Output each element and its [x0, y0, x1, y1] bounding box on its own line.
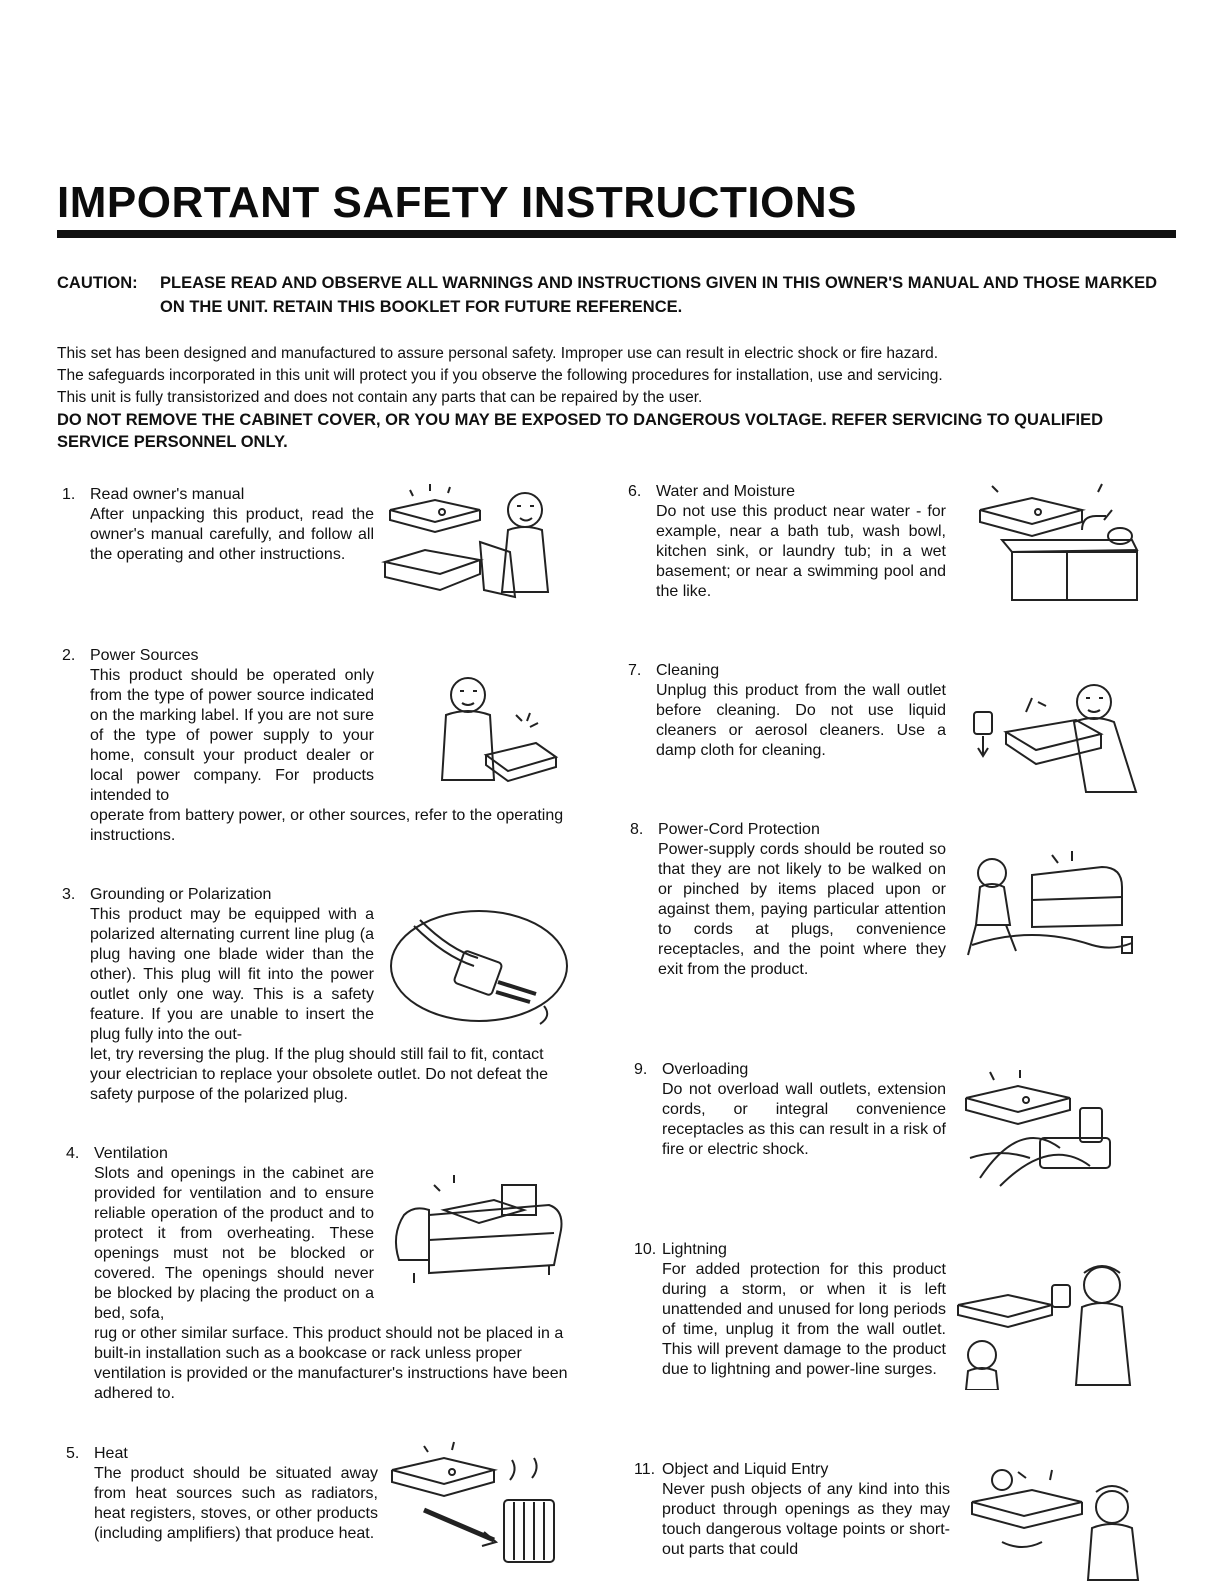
instruction-item [628, 482, 946, 602]
title-rule [57, 230, 1176, 238]
lightning-unplug-illustration [952, 1255, 1142, 1390]
item-number: 6. [628, 483, 642, 500]
item-number: 5. [66, 1445, 80, 1462]
item-heading: Overloading [662, 1061, 749, 1078]
ventilation-sofa-illustration [384, 1165, 574, 1290]
instruction-item [62, 485, 374, 565]
item-body-continued: rug or other similar surface. This product should not be placed in a built-in installation such as a bookcase or rack unless proper ventilation is provided or the manufacturer's instructions have been adhered to. [94, 1325, 568, 1402]
page-title: IMPORTANT SAFETY INSTRUCTIONS [57, 178, 857, 227]
caution-label: CAUTION: [57, 274, 138, 292]
power-cord-illustration [962, 845, 1144, 970]
item-body: Unplug this product from the wall outlet before cleaning. Do not use liquid cleaners or aerosol cleaners. Use a damp cloth for cleaning. [656, 682, 946, 759]
item-body: Do not use this product near water - for example, near a bath tub, wash bowl, kitchen sink, or laundry tub; in a wet basement; or near a swimming pool and the like. [656, 503, 946, 600]
item-body: Slots and openings in the cabinet are provided for ventilation and to ensure reliable operation of the product and to protect it from overheating. These openings must not be blocked or covered. The openings should never be blocked by placing the product on a bed, sofa, [94, 1165, 374, 1322]
instruction-item [634, 1060, 946, 1160]
cabinet-warning: DO NOT REMOVE THE CABINET COVER, OR YOU MAY BE EXPOSED TO DANGEROUS VOLTAGE. REFER SERVICING TO QUALIFIED SERVICE PERSONNEL ONLY. [57, 411, 1104, 451]
item-body: Never push objects of any kind into this product through openings as they may touch dangerous voltage points or short-out parts that could [662, 1481, 950, 1558]
item-body: Do not overload wall outlets, extension cords, or integral convenience receptacles as this can result in a risk of fire or electric shock. [662, 1081, 946, 1158]
item-number: 1. [62, 486, 76, 503]
item-number: 7. [628, 662, 642, 679]
item-heading: Power Sources [90, 647, 199, 664]
item-heading: Lightning [662, 1241, 727, 1258]
water-sink-illustration [972, 480, 1142, 605]
object-entry-illustration [962, 1462, 1142, 1582]
intro-paragraph-2: The safeguards incorporated in this unit will protect you if you observe the following procedures for installation, use and servicing. [57, 367, 943, 384]
item-body-continued: operate from battery power, or other sources, refer to the operating instructions. [90, 807, 564, 844]
power-source-illustration [426, 665, 566, 795]
item-body: Power-supply cords should be routed so that they are not likely to be walked on or pinched by items placed upon or against them, paying particular attention to cords at plugs, convenience receptacles, and the point where they exit from the product. [658, 841, 946, 978]
item-heading: Object and Liquid Entry [662, 1461, 829, 1478]
item-number: 11. [634, 1461, 656, 1478]
intro-paragraph-1: This set has been designed and manufactured to assure personal safety. Improper use can result in electric shock or fire hazard. [57, 345, 939, 362]
item-heading: Heat [94, 1445, 128, 1462]
item-number: 4. [66, 1145, 80, 1162]
cleaning-illustration [966, 672, 1142, 797]
polarized-plug-illustration [384, 906, 574, 1036]
item-body-continued: let, try reversing the plug. If the plug should still fail to fit, contact your electrician to replace your obsolete outlet. Do not defeat the safety purpose of the polarized plug. [90, 1046, 549, 1103]
item-number: 2. [62, 647, 76, 664]
overloading-outlet-illustration [960, 1068, 1142, 1193]
instruction-item [634, 1240, 946, 1380]
item-body: This product may be equipped with a polarized alternating current line plug (a plug having one blade wider than the other). This plug will fit into the power outlet only one way. This is a safety feature. If you are unable to insert the plug fully into the out- [90, 906, 374, 1043]
item-body: The product should be situated away from heat sources such as radiators, heat registers, stoves, or other products (including amplifiers) that produce heat. [94, 1465, 378, 1542]
heat-radiator-illustration [384, 1440, 574, 1570]
item-number: 9. [634, 1061, 648, 1078]
caution-block [57, 271, 1167, 319]
instruction-item [66, 1444, 378, 1544]
item-heading: Cleaning [656, 662, 720, 679]
caution-text: PLEASE READ AND OBSERVE ALL WARNINGS AND INSTRUCTIONS GIVEN IN THIS OWNER'S MANUAL AND THOSE MARKED ON THE UNIT. RETAIN THIS BOOKLET FOR FUTURE REFERENCE. [160, 274, 1158, 316]
manual-reading-illustration [380, 482, 565, 607]
item-heading: Power-Cord Protection [658, 821, 820, 838]
item-body: For added protection for this product during a storm, or when it is left unattended and unused for long periods of time, unplug it from the wall outlet. This will prevent damage to the product due to lightning and power-line surges. [662, 1261, 946, 1378]
item-heading: Ventilation [94, 1145, 168, 1162]
item-heading: Water and Moisture [656, 483, 796, 500]
item-body: This product should be operated only from the type of power source indicated on the marking label. If you are not sure of the type of power supply to your home, consult your product dealer or local power company. For products intended to [90, 667, 374, 804]
item-number: 3. [62, 886, 76, 903]
item-number: 8. [630, 821, 644, 838]
item-heading: Read owner's manual [90, 486, 245, 503]
instruction-item [634, 1460, 950, 1560]
item-heading: Grounding or Polarization [90, 886, 272, 903]
intro-block [57, 343, 1167, 453]
instruction-item [628, 661, 946, 761]
item-body: After unpacking this product, read the owner's manual carefully, and follow all the operating and other instructions. [90, 506, 374, 563]
instruction-item [630, 820, 946, 980]
item-number: 10. [634, 1241, 657, 1258]
intro-paragraph-3: This unit is fully transistorized and does not contain any parts that can be repaired by the user. [57, 389, 703, 406]
